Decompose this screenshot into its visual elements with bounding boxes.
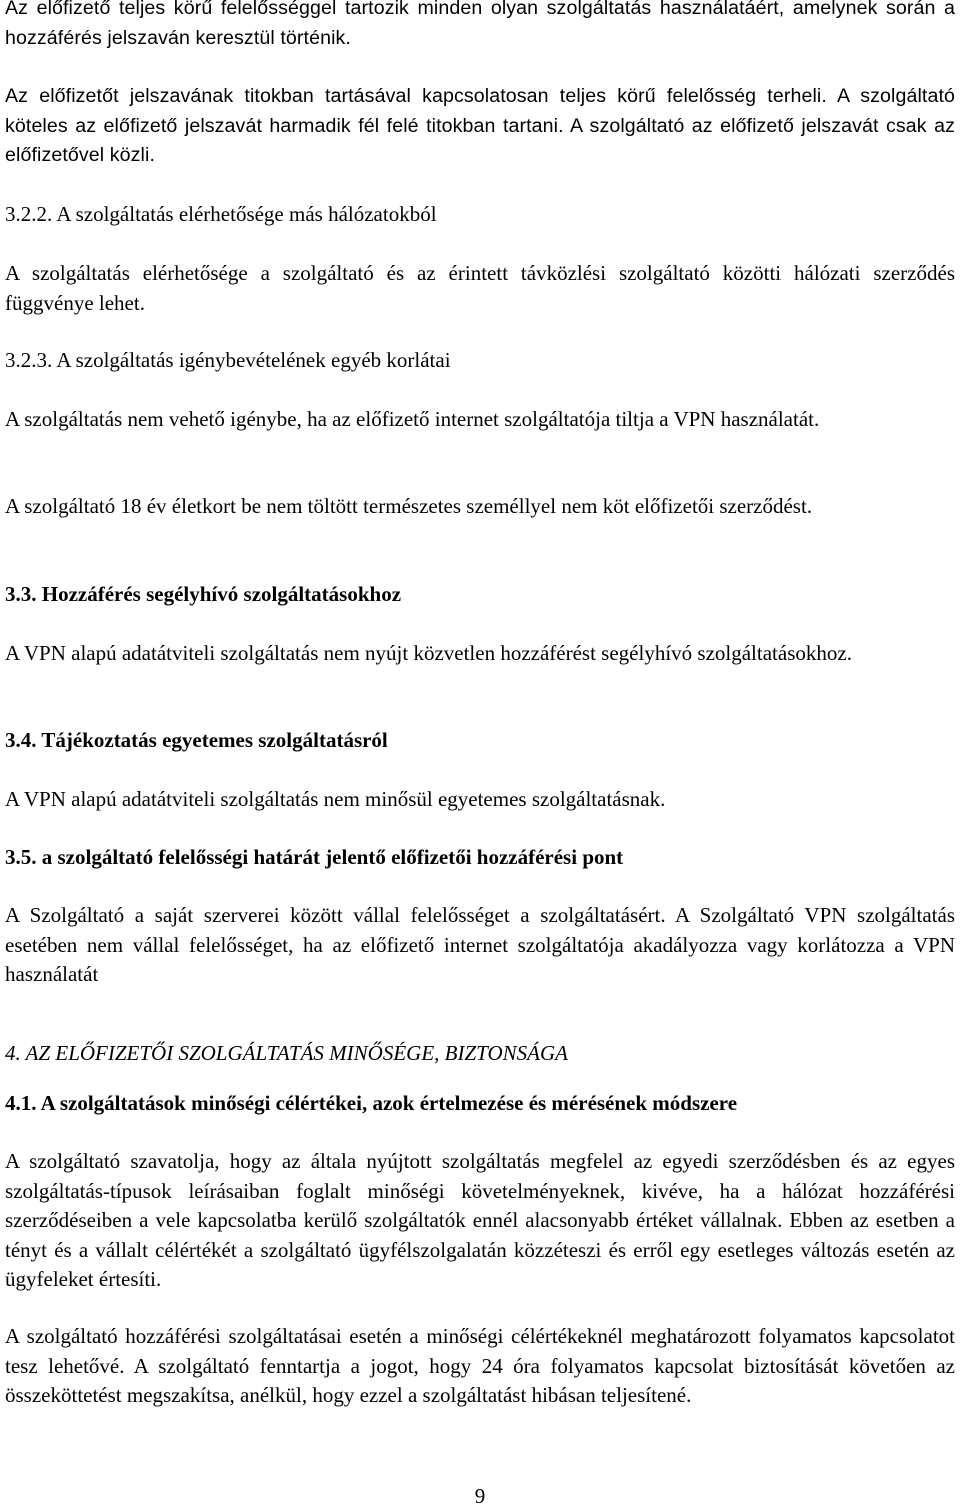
paragraph-subscriber-responsibility: Az előfizető teljes körű felelősséggel tartozik minden olyan szolgáltatás használatáért, amelynek során a hozzáférés jelszaván keresztül történik. bbox=[5, 0, 955, 49]
paragraph-vpn-restriction: A szolgáltatás nem vehető igénybe, ha az előfizető internet szolgáltatója tiltja a VPN használatát. bbox=[5, 407, 820, 431]
paragraph-liability-boundary: A Szolgáltató a saját szerverei között vállal felelősséget a szolgáltatásért. A Szolgáltató VPN szolgáltatás esetében nem vállal felelősséget, ha az előfizető internet szolgáltatója akadályozza vagy korlátozza a VPN használatát bbox=[5, 903, 955, 986]
paragraph-quality-guarantee: A szolgáltató szavatolja, hogy az általa nyújtott szolgáltatás megfelel az egyedi szerződésben és az egyes szolgáltatás-típusok leírásaiban foglalt minőségi követelményeknek, kivéve, ha a hálózat hozzáférési szerződéseiben a vele kapcsolatba kerülő szolgáltatók ennél alacsonyabb értéket vállalnak. Ebben az esetben a tényt és a vállalt célértékét a szolgáltató ügyfélszolgalatán közzéteszi és erről egy esetleges változás esetén az ügyfeleket értesíti. bbox=[5, 1149, 955, 1291]
paragraph-availability: A szolgáltatás elérhetősége a szolgáltató és az érintett távközlési szolgáltató közötti hálózati szerződés függvénye lehet. bbox=[5, 261, 955, 315]
heading-3-2-2: 3.2.2. A szolgáltatás elérhetősége más hálózatokból bbox=[5, 202, 437, 226]
heading-4-1: 4.1. A szolgáltatások minőségi célértékei, azok értelmezése és mérésének módszere bbox=[5, 1091, 738, 1115]
heading-3-2-3: 3.2.3. A szolgáltatás igénybevételének egyéb korlátai bbox=[5, 348, 451, 372]
paragraph-emergency-access: A VPN alapú adatátviteli szolgáltatás nem nyújt közvetlen hozzáférést segélyhívó szolgáltatásokhoz. bbox=[5, 641, 852, 665]
heading-3-5: 3.5. a szolgáltató felelősségi határát jelentő előfizetői hozzáférési pont bbox=[5, 845, 624, 869]
paragraph-universal-service: A VPN alapú adatátviteli szolgáltatás nem minősül egyetemes szolgáltatásnak. bbox=[5, 787, 666, 811]
heading-section-4: 4. AZ ELŐFIZETŐI SZOLGÁLTATÁS MINŐSÉGE, BIZTONSÁGA bbox=[5, 1041, 568, 1065]
paragraph-password-secrecy: Az előfizetőt jelszavának titokban tartásával kapcsolatosan teljes körű felelősség terheli. A szolgáltató köteles az előfizető jelszavát harmadik fél felé titokban tartani. A szolgáltató az előfizető jelszavát csak az előfizetővel közli. bbox=[5, 85, 955, 166]
paragraph-age-limit: A szolgáltató 18 év életkort be nem töltött természetes személlyel nem köt előfizetői szerződést. bbox=[5, 494, 813, 518]
heading-3-3: 3.3. Hozzáférés segélyhívó szolgáltatásokhoz bbox=[5, 582, 402, 606]
page-number: 9 bbox=[474, 1484, 486, 1508]
heading-3-4: 3.4. Tájékoztatás egyetemes szolgáltatásról bbox=[5, 728, 388, 752]
paragraph-continuous-connection: A szolgáltató hozzáférési szolgáltatásai esetén a minőségi célértékeknél meghatározott folyamatos kapcsolatot tesz lehetővé. A szolgáltató fenntartja a jogot, hogy 24 óra folyamatos kapcsolat biztosítását követően az összeköttetést megszakítsa, anélkül, hogy ezzel a szolgáltatást hibásan teljesítené. bbox=[5, 1324, 955, 1407]
